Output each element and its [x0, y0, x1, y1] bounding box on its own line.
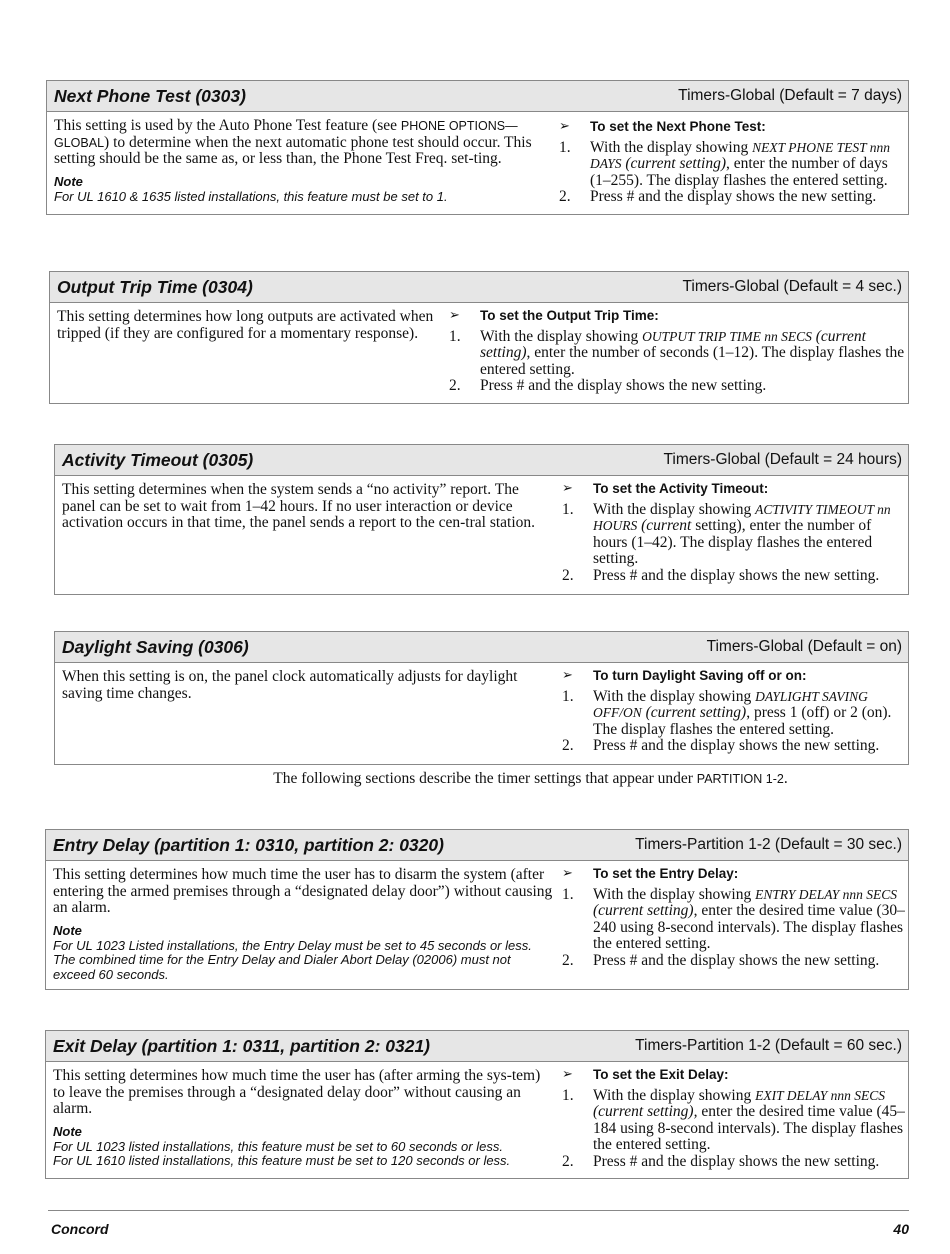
- section-header: [46, 830, 908, 861]
- styled-text-run: (current setting),: [593, 1103, 698, 1121]
- section-steps: [562, 861, 908, 989]
- section-default: Timers-Partition 1-2 (Default = 30 sec.): [635, 836, 902, 853]
- section-steps: [559, 112, 908, 214]
- step-number: 2.: [562, 951, 574, 969]
- step-text: [480, 329, 908, 379]
- step-heading: To set the Entry Delay:: [593, 866, 739, 881]
- styled-text-run: PHONE OPTIONS—GLOBAL: [54, 119, 518, 150]
- step-text: [593, 568, 879, 585]
- step-number: 2.: [562, 737, 574, 755]
- partition-intro-text: [0, 770, 950, 788]
- section-description: [46, 861, 562, 989]
- description-text: [57, 309, 441, 342]
- section-default: Timers-Global (Default = on): [706, 638, 902, 655]
- intro-text-term: PARTITION 1-2: [696, 772, 784, 786]
- section-description: [46, 1062, 562, 1178]
- footer-page-number: 40: [893, 1221, 909, 1237]
- section-default: Timers-Partition 1-2 (Default = 60 sec.): [635, 1037, 902, 1054]
- section-exit-delay: [45, 1030, 909, 1179]
- step-number: 1.: [562, 885, 574, 903]
- step-item: [449, 378, 908, 395]
- section-default: Timers-Global (Default = 7 days): [678, 87, 902, 104]
- section-entry-delay: [45, 829, 909, 990]
- text-run: With the display showing: [593, 885, 756, 903]
- styled-text-run: (current setting): [480, 327, 866, 362]
- step-number: 1.: [562, 500, 574, 518]
- text-run: , enter the number of seconds (1–12). The display flashes the entered setting.: [480, 344, 905, 378]
- styled-text-run: ACTIVITY TIMEOUT nn HOURS: [593, 501, 891, 534]
- text-run: Press # and the display shows the new setting.: [480, 377, 767, 395]
- text-run: With the display showing: [593, 500, 756, 518]
- step-item: [559, 140, 908, 190]
- section-title: Entry Delay (partition 1: 0310, partition 2: 0320): [53, 834, 444, 855]
- step-heading: To turn Daylight Saving off or on:: [593, 668, 807, 683]
- section-steps: [562, 663, 908, 764]
- text-run: With the display showing: [590, 138, 753, 156]
- section-description: [50, 303, 449, 403]
- text-run: With the display showing: [593, 687, 756, 705]
- step-number: 1.: [562, 687, 574, 705]
- text-run: , enter the number of days (1–255). The display flashes the entered setting.: [590, 155, 888, 189]
- note-text: For UL 1610 & 1635 listed installations, this feature must be set to 1.: [54, 188, 448, 204]
- arrow-icon: ➢: [559, 119, 570, 134]
- note-label: Note: [53, 922, 82, 938]
- section-next-phone-test: [46, 80, 909, 215]
- styled-text-run: DAYLIGHT SAVING OFF/ON: [593, 688, 868, 721]
- section-header: [47, 81, 908, 112]
- step-item: [562, 1154, 908, 1171]
- text-run: enter the desired time value (45–184 using 8-second intervals). The display flashes the entered setting.: [593, 1103, 905, 1154]
- step-text: [593, 953, 879, 970]
- section-header: [55, 445, 908, 476]
- description-text: [53, 1068, 554, 1118]
- step-text: [593, 1154, 879, 1171]
- step-text: [593, 887, 908, 953]
- step-number: 1.: [559, 138, 571, 156]
- step-text: [590, 140, 908, 190]
- step-text: [593, 1088, 908, 1154]
- styled-text-run: ENTRY DELAY nnn SECS: [755, 886, 898, 902]
- section-header: [55, 632, 908, 663]
- step-item: [562, 953, 908, 970]
- description-text: [62, 669, 554, 702]
- note-text: For UL 1610 listed installations, this feature must be set to 120 seconds or less.: [53, 1153, 511, 1169]
- text-run: When this setting is on, the panel clock automatically adjusts for daylight saving time changes.: [62, 668, 518, 702]
- section-default: Timers-Global (Default = 24 hours): [663, 451, 902, 468]
- page-footer: [51, 1221, 909, 1237]
- text-run: This setting determines how long outputs are activated when tripped (if they are configured for a momentary response).: [57, 308, 434, 342]
- step-text: [593, 689, 908, 739]
- section-title: Daylight Saving (0306): [62, 636, 249, 657]
- step-number: 2.: [562, 1152, 574, 1170]
- section-default: Timers-Global (Default = 4 sec.): [682, 278, 902, 295]
- step-heading: To set the Activity Timeout:: [593, 481, 769, 496]
- description-text: [53, 867, 554, 917]
- description-text: [62, 482, 554, 532]
- section-title: Activity Timeout (0305): [62, 449, 254, 470]
- step-item: [562, 738, 908, 755]
- step-number: 2.: [562, 566, 574, 584]
- text-run: , enter the desired time value (30–240 using 8-second intervals). The display flashes the entered setting.: [593, 902, 905, 953]
- step-item: [562, 887, 908, 953]
- section-output-trip-time: [49, 271, 909, 404]
- section-title: Exit Delay (partition 1: 0311, partition 2: 0321): [53, 1035, 431, 1056]
- step-number: 2.: [559, 188, 571, 206]
- arrow-icon: ➢: [562, 1067, 573, 1082]
- text-run: Press # and the display shows the new setting.: [593, 737, 880, 755]
- note-label: Note: [53, 1123, 82, 1139]
- section-daylight-saving: [54, 631, 909, 765]
- text-run: With the display showing: [593, 1086, 756, 1104]
- footer-rule: [48, 1210, 909, 1211]
- section-description: [47, 112, 559, 214]
- step-text: [593, 738, 879, 755]
- footer-product-name: Concord: [51, 1221, 109, 1237]
- intro-text-before: The following sections describe the timer settings that appear under: [273, 770, 697, 787]
- note-text: For UL 1023 listed installations, this feature must be set to 60 seconds or less.: [53, 1138, 503, 1154]
- styled-text-run: OUTPUT TRIP TIME nn SECS: [642, 328, 812, 344]
- text-run: This setting is used by the Auto Phone Test feature (see: [54, 117, 401, 134]
- styled-text-run: (current setting): [621, 155, 726, 173]
- step-item: [449, 329, 908, 379]
- step-number: 1.: [562, 1086, 574, 1104]
- styled-text-run: (current: [637, 517, 692, 535]
- section-header: [46, 1031, 908, 1062]
- step-heading: To set the Output Trip Time:: [480, 308, 659, 323]
- section-description: [55, 476, 562, 594]
- text-run: Press # and the display shows the new setting.: [593, 951, 880, 969]
- step-heading: To set the Exit Delay:: [593, 1067, 729, 1082]
- text-run: setting), enter the number of hours (1–42). The display flashes the entered setting.: [593, 517, 873, 568]
- step-number: 2.: [449, 377, 461, 395]
- step-item: [562, 568, 908, 585]
- section-description: [55, 663, 562, 764]
- arrow-icon: ➢: [562, 668, 573, 683]
- arrow-icon: ➢: [449, 308, 460, 323]
- step-text: [590, 189, 876, 206]
- styled-text-run: (current setting): [593, 902, 694, 920]
- text-run: Press # and the display shows the new setting.: [590, 188, 877, 206]
- section-activity-timeout: [54, 444, 909, 595]
- step-item: [559, 189, 908, 206]
- section-steps: [449, 303, 908, 403]
- styled-text-run: (current setting): [641, 704, 747, 722]
- step-item: [562, 689, 908, 739]
- section-header: [50, 272, 908, 303]
- section-title: Output Trip Time (0304): [57, 276, 253, 297]
- step-text: [593, 502, 908, 568]
- styled-text-run: EXIT DELAY nnn SECS: [755, 1087, 886, 1103]
- step-number: 1.: [449, 327, 461, 345]
- step-item: [562, 1088, 908, 1154]
- text-run: This setting determines how much time the user has to disarm the system (after entering the armed premises through a “designated delay door”) without causing an alarm.: [53, 866, 553, 917]
- step-text: [480, 378, 766, 395]
- text-run: With the display showing: [480, 327, 643, 345]
- section-steps: [562, 476, 908, 594]
- text-run: , press 1 (off) or 2 (on). The display flashes the entered setting.: [593, 704, 892, 738]
- arrow-icon: ➢: [562, 866, 573, 881]
- step-heading: To set the Next Phone Test:: [590, 119, 766, 134]
- note-text: For UL 1023 Listed installations, the Entry Delay must be set to 45 seconds or less. The combined time for the Entry Delay and Dialer Abort Delay (02006) must not exceed 60 seconds.: [53, 937, 532, 982]
- styled-text-run: NEXT PHONE TEST nnn DAYS: [590, 139, 891, 172]
- text-run: This setting determines when the system sends a “no activity” report. The panel can be set to wait from 1–42 hours. If no user interaction or device activation occurs in that time, the panel sends a report to the cen-tral station.: [62, 481, 536, 532]
- text-run: Press # and the display shows the new setting.: [593, 566, 880, 584]
- description-text: [54, 118, 551, 168]
- text-run: ) to determine when the next automatic phone test should occur. This setting should be the same as, or less than, the Phone Test Freq. set-ting.: [54, 133, 532, 168]
- step-item: [562, 502, 908, 568]
- text-run: Press # and the display shows the new setting.: [593, 1152, 880, 1170]
- note-label: Note: [54, 173, 83, 189]
- section-steps: [562, 1062, 908, 1178]
- text-run: This setting determines how much time the user has (after arming the sys-tem) to leave the premises through a “designated delay door” without causing an alarm.: [53, 1067, 541, 1118]
- intro-text-after: .: [783, 770, 788, 787]
- arrow-icon: ➢: [562, 481, 573, 496]
- section-title: Next Phone Test (0303): [54, 85, 246, 106]
